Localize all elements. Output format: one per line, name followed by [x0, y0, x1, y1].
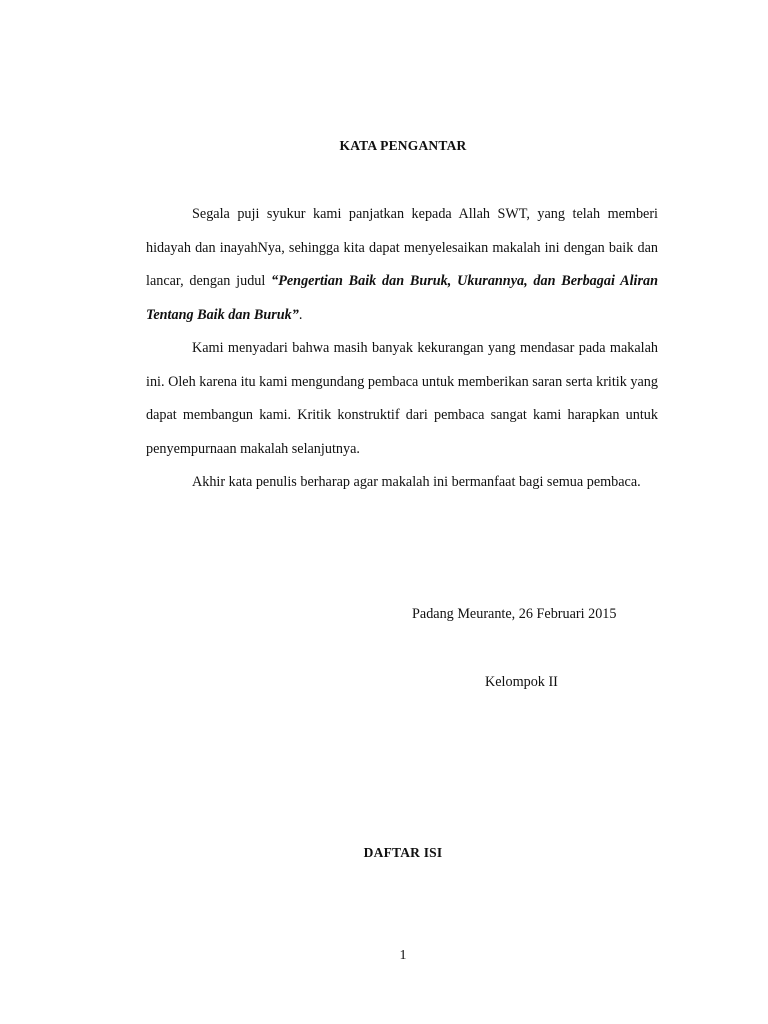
close-quote: ” [291, 306, 299, 323]
paragraph-closing [146, 466, 658, 500]
author-group: Kelompok II [485, 674, 558, 690]
paper-title-reference: Pengertian Baik dan Buruk, Ukurannya, dan Berbagai Aliran Tentang Baik dan Buruk [146, 273, 658, 323]
paragraph-acknowledgement [146, 332, 658, 466]
paragraph-end: . [298, 306, 303, 323]
open-quote: “ [271, 273, 279, 289]
page-number: 1 [399, 948, 407, 963]
page-title: KATA PENGANTAR [339, 138, 467, 153]
paragraph-text: Kami menyadari bahwa masih banyak kekurangan yang mendasar pada makalah ini. Oleh karena itu kami mengundang pembaca untuk memberikan saran serta kritik yang dapat membangun kami. Kritik konstruktif dari pembaca sangat kami harapkan untuk penyempurnaan makalah selanjutnya. [146, 340, 658, 457]
paragraph-text: Akhir kata penulis berharap agar makalah ini bermanfaat bagi semua pembaca. [192, 474, 641, 490]
paragraph-opening [146, 198, 658, 332]
paragraph-text: Segala puji syukur kami panjatkan kepada Allah SWT, yang telah memberi hidayah dan inayahNya, sehingga kita dapat menyelesaikan makalah ini dengan baik dan lancar, dengan judul [146, 206, 658, 289]
place-date: Padang Meurante, 26 Februari 2015 [412, 606, 617, 622]
table-of-contents-heading: DAFTAR ISI [363, 845, 443, 860]
